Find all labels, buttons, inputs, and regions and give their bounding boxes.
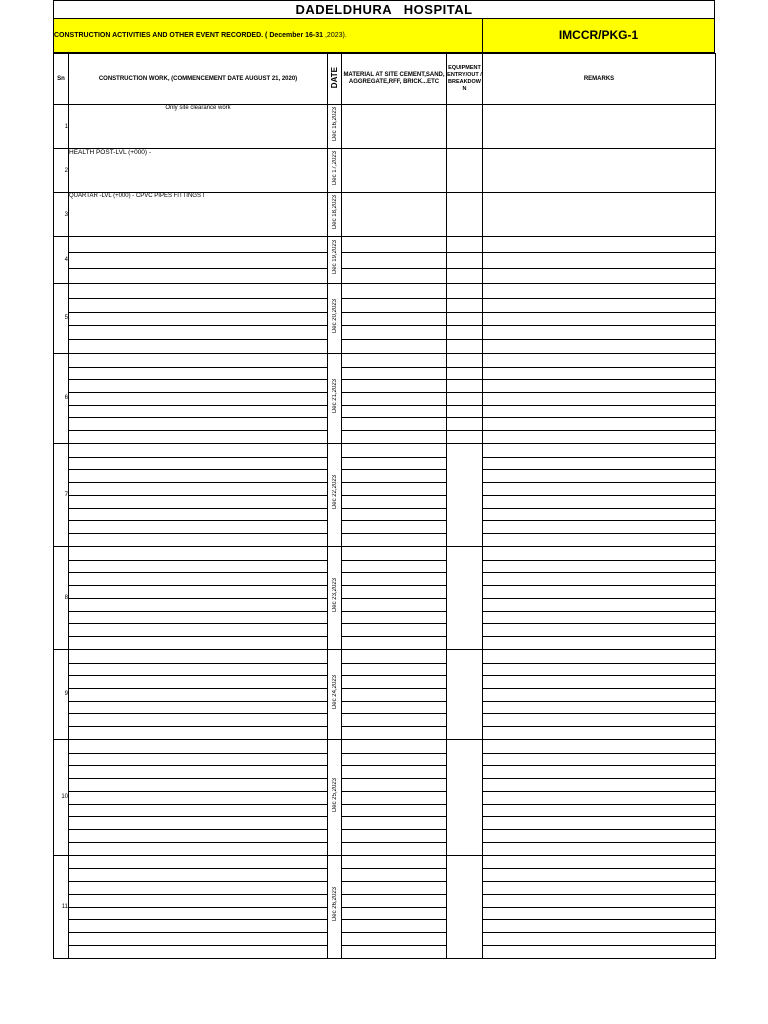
sub-row-line [342, 430, 446, 443]
date-cell [328, 546, 342, 649]
remarks-cell [483, 443, 716, 546]
sub-row-line [69, 469, 327, 482]
sub-row-line [69, 547, 327, 560]
construction-work-cell [69, 283, 328, 353]
sub-row-line [69, 856, 327, 869]
equipment-cell [447, 855, 483, 958]
sub-row-line [342, 701, 446, 714]
sub-row-line [69, 312, 327, 326]
sub-row-line [447, 430, 482, 443]
sub-row-line [69, 520, 327, 533]
sub-row-line [342, 495, 446, 508]
table-row [54, 105, 716, 149]
table-row [54, 283, 716, 353]
sub-row-line [342, 623, 446, 636]
equipment-cell [447, 237, 483, 284]
material-cell [342, 443, 447, 546]
sub-row-line [483, 778, 715, 791]
row-number: 10 [54, 739, 69, 855]
sub-row-line [342, 252, 446, 267]
sub-row-line [342, 894, 446, 907]
material-cell [342, 105, 447, 149]
sub-row-line [342, 804, 446, 817]
material-cell [342, 353, 447, 443]
sub-row-line [483, 945, 715, 958]
sub-row-line [483, 881, 715, 894]
construction-work-cell [69, 546, 328, 649]
sub-row-line [483, 312, 715, 326]
remarks-cell [483, 855, 716, 958]
sub-row-line [69, 298, 327, 312]
sub-row-line [447, 417, 482, 430]
date-cell [328, 149, 342, 193]
sub-row-line [69, 650, 327, 663]
sub-row-line [483, 354, 715, 367]
sub-row-line [69, 816, 327, 829]
sub-row-line [342, 354, 446, 367]
row-number: 7 [54, 443, 69, 546]
sub-row-line [69, 726, 327, 739]
sub-row-line [69, 572, 327, 585]
sub-row-line [69, 268, 327, 283]
package-code: IMCCR/PKG-1 [482, 18, 715, 53]
sub-row-line [69, 495, 327, 508]
remarks-cell [483, 283, 716, 353]
sub-row-line [342, 726, 446, 739]
date-cell [328, 353, 342, 443]
sub-row-line [69, 379, 327, 392]
activity-period-year: ,2023). [323, 32, 347, 39]
sub-row-line [483, 816, 715, 829]
sub-row-line [483, 339, 715, 353]
sub-row-line [342, 237, 446, 252]
sub-row-line [69, 740, 327, 753]
sub-row-line [342, 520, 446, 533]
sub-row-line [483, 367, 715, 380]
date-value: Dec 22,2023 [331, 475, 338, 510]
sub-row-line [483, 405, 715, 418]
sub-row-line [483, 379, 715, 392]
page-title: DADELDHURA HOSPITAL [53, 0, 715, 19]
sub-row-line [483, 701, 715, 714]
sub-row-line [483, 482, 715, 495]
sub-row-line [483, 791, 715, 804]
sub-row-line [342, 650, 446, 663]
sub-row-line [342, 339, 446, 353]
header-row [54, 54, 716, 105]
sub-row-line [483, 623, 715, 636]
sub-row-line [69, 919, 327, 932]
sub-row-line [483, 907, 715, 920]
sub-row-line [483, 740, 715, 753]
equipment-cell [447, 649, 483, 739]
sub-row-line [483, 417, 715, 430]
construction-work-text: QUARTAR -LVL (+000) - CPVC PIPES FITTINGS I [69, 193, 205, 199]
sub-row-line [483, 268, 715, 283]
sub-row-line [483, 508, 715, 521]
sub-row-line [69, 881, 327, 894]
equipment-cell [447, 283, 483, 353]
sub-row-line [342, 547, 446, 560]
sub-row-line [483, 252, 715, 267]
sub-row-line [69, 252, 327, 267]
date-value: Dec 19,2023 [331, 240, 338, 275]
date-value: Dec 26,2023 [331, 887, 338, 922]
sub-row-line [69, 417, 327, 430]
sub-row-line [483, 804, 715, 817]
sub-row-line [69, 713, 327, 726]
sub-row-line [342, 284, 446, 298]
date-cell [328, 855, 342, 958]
sub-row-line [69, 675, 327, 688]
date-value: Dec 17,2023 [331, 150, 338, 186]
table-row [54, 353, 716, 443]
equipment-cell [447, 443, 483, 546]
sub-row-line [342, 572, 446, 585]
sub-row-line [447, 325, 482, 339]
sub-row-line [447, 268, 482, 283]
sub-row-line [342, 919, 446, 932]
sub-row-line [69, 598, 327, 611]
sub-row-line [483, 237, 715, 252]
sub-row-line [447, 339, 482, 353]
sub-row-line [447, 367, 482, 380]
sub-row-line [483, 469, 715, 482]
sub-row-line [342, 753, 446, 766]
sub-row-line [342, 469, 446, 482]
sub-row-line [69, 829, 327, 842]
sub-row-line [483, 713, 715, 726]
row-number: 11 [54, 855, 69, 958]
sub-row-line [447, 284, 482, 298]
column-header-date-label: DATE [330, 66, 339, 89]
sub-row-line [69, 430, 327, 443]
sub-row-line [483, 675, 715, 688]
sub-row-line [342, 675, 446, 688]
remarks-cell [483, 739, 716, 855]
sub-row-line [342, 740, 446, 753]
date-cell [328, 193, 342, 237]
equipment-cell [447, 546, 483, 649]
sub-row-line [69, 611, 327, 624]
construction-work-text: Only site clearance work [165, 105, 231, 111]
sub-row-line [342, 881, 446, 894]
sub-row-line [342, 868, 446, 881]
sub-row-line [483, 726, 715, 739]
sub-row-line [342, 325, 446, 339]
table-row [54, 546, 716, 649]
sub-row-line [69, 623, 327, 636]
sub-row-line [342, 392, 446, 405]
material-cell [342, 546, 447, 649]
sub-row-line [342, 533, 446, 546]
column-header-equipment: EQUIPMENT ENTRY/OUT /BREAKDOWN [447, 54, 483, 105]
sub-row-line [69, 325, 327, 339]
sub-row-line [69, 791, 327, 804]
remarks-cell [483, 546, 716, 649]
date-value: Dec 20,2023 [331, 298, 338, 333]
construction-work-text: HEALTH POST-LVL (+000) - [69, 149, 152, 156]
date-value: Dec 16,2023 [331, 106, 338, 142]
row-number: 9 [54, 649, 69, 739]
table-row [54, 237, 716, 284]
material-cell [342, 149, 447, 193]
sub-row-line [483, 894, 715, 907]
construction-work-cell [69, 739, 328, 855]
activity-log-table [53, 53, 716, 959]
date-cell [328, 649, 342, 739]
sub-row-line [69, 482, 327, 495]
remarks-cell [483, 193, 716, 237]
construction-work-cell [69, 149, 328, 193]
remarks-cell [483, 105, 716, 149]
sub-row-line [69, 457, 327, 470]
sub-row-line [483, 636, 715, 649]
sub-row-line [342, 379, 446, 392]
sub-row-line [447, 312, 482, 326]
sub-row-line [342, 405, 446, 418]
material-cell [342, 193, 447, 237]
sub-row-line [342, 688, 446, 701]
equipment-cell [447, 193, 483, 237]
sub-row-line [69, 932, 327, 945]
construction-work-cell [69, 649, 328, 739]
sub-row-line [483, 392, 715, 405]
sub-row-line [483, 495, 715, 508]
date-value: Dec 21,2023 [331, 378, 338, 413]
sub-row-line [69, 765, 327, 778]
construction-work-cell [69, 237, 328, 284]
activity-period-band [53, 18, 483, 53]
sub-row-line [483, 444, 715, 457]
sub-row-line [69, 339, 327, 353]
sub-row-line [447, 392, 482, 405]
equipment-cell [447, 353, 483, 443]
sub-row-line [483, 753, 715, 766]
column-header-sn: Sn [54, 54, 69, 105]
sub-row-line [483, 533, 715, 546]
sub-row-line [342, 268, 446, 283]
sub-row-line [69, 405, 327, 418]
sub-row-line [69, 533, 327, 546]
sub-row-line [483, 457, 715, 470]
date-cell [328, 739, 342, 855]
sub-row-line [69, 354, 327, 367]
sub-row-line [342, 663, 446, 676]
sub-row-line [69, 284, 327, 298]
table-row [54, 193, 716, 237]
sub-row-line [342, 508, 446, 521]
equipment-cell [447, 105, 483, 149]
sub-row-line [342, 312, 446, 326]
construction-work-cell [69, 443, 328, 546]
sub-row-line [342, 907, 446, 920]
sub-row-line [483, 298, 715, 312]
column-header-date [328, 54, 342, 105]
sub-row-line [342, 444, 446, 457]
sub-row-line [69, 367, 327, 380]
construction-work-cell [69, 193, 328, 237]
table-row [54, 443, 716, 546]
table-row [54, 149, 716, 193]
date-value: Dec 25,2023 [331, 777, 338, 812]
remarks-cell [483, 149, 716, 193]
table-row [54, 739, 716, 855]
sub-row-line [483, 856, 715, 869]
sub-row-line [447, 354, 482, 367]
material-cell [342, 855, 447, 958]
row-number: 8 [54, 546, 69, 649]
sub-row-line [342, 598, 446, 611]
sub-row-line [69, 636, 327, 649]
date-value: Dec 18,2023 [331, 194, 338, 230]
sub-row-line [69, 894, 327, 907]
date-cell [328, 443, 342, 546]
column-header-work: CONSTRUCTION WORK, (COMMENCEMENT DATE AUGUST 21, 2020) [69, 54, 328, 105]
table-row [54, 855, 716, 958]
row-number: 2 [54, 149, 69, 193]
material-cell [342, 283, 447, 353]
sub-row-line [69, 945, 327, 958]
sub-row-line [342, 713, 446, 726]
sub-row-line [342, 636, 446, 649]
sub-row-line [483, 547, 715, 560]
date-value: Dec 23,2023 [331, 578, 338, 613]
sub-row-line [69, 237, 327, 252]
row-number: 1 [54, 105, 69, 149]
sub-row-line [69, 444, 327, 457]
sub-row-line [483, 650, 715, 663]
material-cell [342, 739, 447, 855]
sub-row-line [342, 560, 446, 573]
sub-row-line [342, 298, 446, 312]
remarks-cell [483, 649, 716, 739]
sub-row-line [483, 325, 715, 339]
sub-row-line [447, 379, 482, 392]
date-cell [328, 105, 342, 149]
column-header-remarks: REMARKS [483, 54, 716, 105]
table-row [54, 649, 716, 739]
sub-row-line [483, 430, 715, 443]
sub-row-line [69, 701, 327, 714]
sub-row-line [342, 457, 446, 470]
sub-row-line [342, 842, 446, 855]
sub-row-line [483, 284, 715, 298]
row-number: 5 [54, 283, 69, 353]
sub-row-line [483, 663, 715, 676]
sub-row-line [342, 482, 446, 495]
sub-row-line [69, 585, 327, 598]
sub-row-line [483, 572, 715, 585]
sub-row-line [342, 585, 446, 598]
column-header-material: MATERIAL AT SITE CEMENT,SAND, AGGREGATE,RFF, BRICK...ETC [342, 54, 447, 105]
sub-row-line [342, 778, 446, 791]
sub-row-line [69, 868, 327, 881]
material-cell [342, 649, 447, 739]
sub-row-line [483, 868, 715, 881]
remarks-cell [483, 237, 716, 284]
row-number: 4 [54, 237, 69, 284]
sub-row-line [342, 417, 446, 430]
equipment-cell [447, 149, 483, 193]
sub-row-line [483, 598, 715, 611]
sub-row-line [483, 842, 715, 855]
sub-row-line [342, 945, 446, 958]
sub-row-line [483, 585, 715, 598]
construction-work-cell [69, 855, 328, 958]
equipment-cell [447, 739, 483, 855]
sub-row-line [483, 688, 715, 701]
remarks-cell [483, 353, 716, 443]
sub-row-line [69, 804, 327, 817]
sub-row-line [342, 816, 446, 829]
sub-row-line [447, 298, 482, 312]
sub-row-line [69, 392, 327, 405]
construction-work-cell [69, 105, 328, 149]
sub-row-line [69, 778, 327, 791]
sub-row-line [69, 688, 327, 701]
sub-row-line [483, 560, 715, 573]
sub-row-line [342, 367, 446, 380]
sub-row-line [447, 252, 482, 267]
sub-row-line [342, 611, 446, 624]
sub-row-line [483, 829, 715, 842]
sub-row-line [342, 765, 446, 778]
activity-rows [54, 105, 716, 959]
date-cell [328, 237, 342, 284]
sub-row-line [69, 508, 327, 521]
sub-row-line [342, 791, 446, 804]
sub-row-line [69, 842, 327, 855]
sub-row-line [447, 405, 482, 418]
sub-row-line [483, 919, 715, 932]
activity-period-text: CONSTRUCTION ACTIVITIES AND OTHER EVENT RECORDED. ( December 16-31 [54, 32, 324, 39]
row-number: 6 [54, 353, 69, 443]
date-cell [328, 283, 342, 353]
sub-row-line [342, 932, 446, 945]
date-value: Dec 24,2023 [331, 674, 338, 709]
construction-work-cell [69, 353, 328, 443]
material-cell [342, 237, 447, 284]
sub-row-line [483, 611, 715, 624]
row-number: 3 [54, 193, 69, 237]
sub-row-line [483, 932, 715, 945]
sub-row-line [69, 663, 327, 676]
sub-row-line [69, 753, 327, 766]
sub-row-line [342, 856, 446, 869]
sub-row-line [447, 237, 482, 252]
sub-row-line [342, 829, 446, 842]
sub-row-line [483, 520, 715, 533]
sub-row-line [69, 907, 327, 920]
sub-row-line [483, 765, 715, 778]
sub-row-line [69, 560, 327, 573]
